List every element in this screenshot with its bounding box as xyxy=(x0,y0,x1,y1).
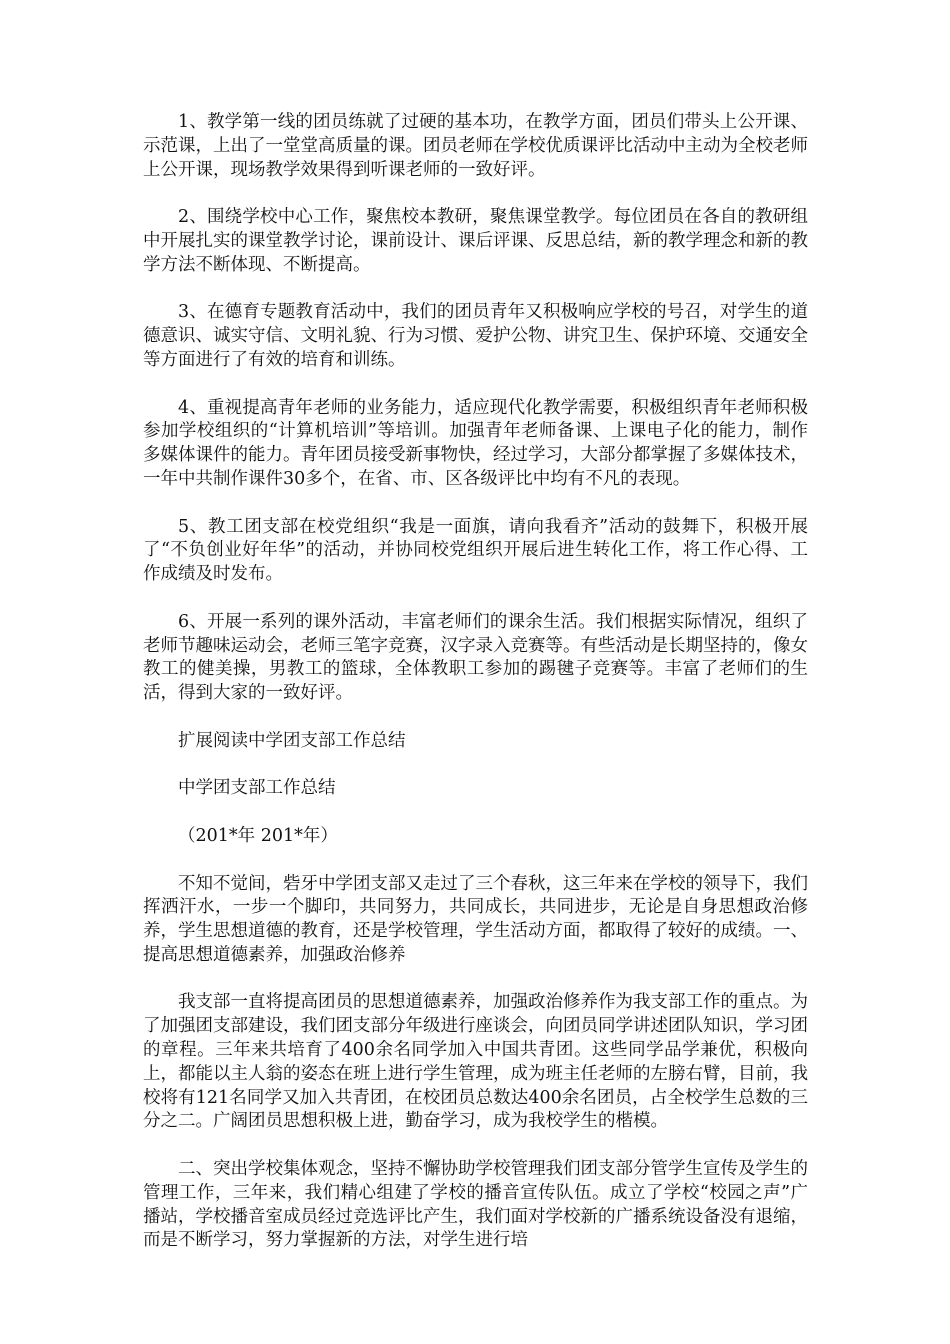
paragraph-young-teachers: 4、重视提高青年老师的业务能力，适应现代化教学需要，积极组织青年老师积极参加学校组织的“计算机培训”等培训。加强青年老师备课、上课电子化的能力，制作多媒体课件的能力。青年团员接受新事物快，经过学习，大部分都掌握了多媒体技术，一年中共制作课件30多个，在省、市、区各级评比中均有不凡的表现。 xyxy=(143,397,808,489)
section-title: 中学团支部工作总结 xyxy=(178,778,336,799)
paragraph-moral-education: 3、在德育专题教育活动中，我们的团员青年又积极响应学校的号召，对学生的道德意识、诚实守信、文明礼貌、行为习惯、爱护公物、讲究卫生、保护环境、交通安全等方面进行了有效的培育和训练。 xyxy=(143,302,808,370)
paragraph-extracurricular: 6、开展一系列的课外活动，丰富老师们的课余生活。我们根据实际情况，组织了老师节趣味运动会，老师三笔字竞赛，汉字录入竞赛等。有些活动是长期坚持的，像女教工的健美操，男教工的篮球，全体教职工参加的踢毽子竞赛等。丰富了老师们的生活，得到大家的一致好评。 xyxy=(143,611,808,704)
document-body xyxy=(143,111,808,1253)
year-range: （201*年 201*年） xyxy=(178,825,338,846)
paragraph-teaching-research: 2、围绕学校中心工作，聚焦校本教研，聚焦课堂教学。每位团员在各自的教研组中开展扎实的课堂教学讨论，课前设计、课后评课、反思总结，新的教学理念和新的教学方法不断体现、不断提高。 xyxy=(143,207,808,275)
extended-reading-heading: 扩展阅读中学团支部工作总结 xyxy=(178,730,406,751)
paragraph-political-cultivation: 我支部一直将提高团员的思想道德素养，加强政治修养作为我支部工作的重点。为了加强团支部建设，我们团支部分年级进行座谈会，向团员同学讲述团队知识，学习团的章程。三年来共培育了400余名同学加入中国共青团。这些同学品学兼优，积极向上，都能以主人翁的姿态在班上进行学生管理，成为班主任老师的左膀右臂，目前，我校将有121名同学又加入共青团，在校团员总数达400余名团员，占全校学生总数的三分之二。广阔团员思想积极上进，勤奋学习，成为我校学生的楷模。 xyxy=(143,992,808,1132)
paragraph-school-management: 二、突出学校集体观念，坚持不懈协助学校管理我们团支部分管学生宣传及学生的管理工作，三年来，我们精心组建了学校的播音宣传队伍。成立了学校“校园之声”广播站，学校播音室成员经过竞选评比产生，我们面对学校新的广播系统设备没有退缩，而是不断学习，努力掌握新的方法，对学生进行培 xyxy=(143,1159,808,1251)
paragraph-teaching-skills: 1、教学第一线的团员练就了过硬的基本功，在教学方面，团员们带头上公开课、示范课，上出了一堂堂高质量的课。团员老师在学校优质课评比活动中主动为全校老师上公开课，现场教学效果得到听课老师的一致好评。 xyxy=(143,112,808,180)
paragraph-introduction: 不知不觉间，砦牙中学团支部又走过了三个春秋，这三年来在学校的领导下，我们挥洒汗水，一步一个脚印，共同努力，共同成长，共同进步，无论是自身思想政治修养，学生思想道德的教育，还是学校管理，学生活动方面，都取得了较好的成绩。一、提高思想道德素养，加强政治修养 xyxy=(143,873,808,965)
paragraph-party-activity: 5、教工团支部在校党组织“我是一面旗，请向我看齐”活动的鼓舞下，积极开展了“不负创业好年华”的活动，并协同校党组织开展后进生转化工作，将工作心得、工作成绩及时发布。 xyxy=(143,516,808,585)
